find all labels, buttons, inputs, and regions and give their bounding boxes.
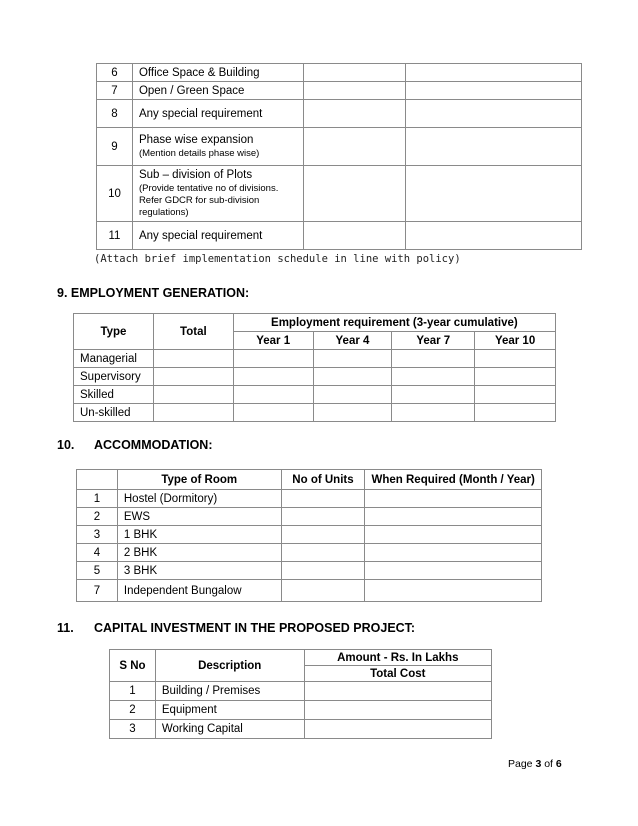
row-number: 2 [110, 701, 156, 720]
empty-cell [153, 350, 233, 368]
accommodation-col-type: Type of Room [117, 470, 281, 490]
empty-cell [303, 64, 406, 82]
empty-cell [365, 562, 542, 580]
empty-cell [392, 350, 475, 368]
site-requirements-table [96, 63, 582, 250]
empty-cell [406, 82, 582, 100]
empty-cell [475, 404, 556, 422]
row-label-cell [132, 222, 303, 250]
empty-cell [281, 508, 365, 526]
empty-cell [365, 508, 542, 526]
row-number: 3 [77, 526, 118, 544]
empty-cell [365, 526, 542, 544]
table-row [97, 222, 582, 250]
row-number: 3 [110, 720, 156, 739]
table-row [97, 82, 582, 100]
empty-cell [313, 368, 392, 386]
employment-col-type: Type [74, 314, 154, 350]
employment-col-year: Year 1 [233, 332, 313, 350]
employment-type: Managerial [74, 350, 154, 368]
table-row [97, 64, 582, 82]
table-row [74, 368, 556, 386]
empty-cell [392, 404, 475, 422]
row-label-cell [132, 100, 303, 128]
empty-cell [406, 100, 582, 128]
empty-cell [233, 386, 313, 404]
table-row [74, 386, 556, 404]
room-type: 1 BHK [117, 526, 281, 544]
empty-cell [313, 404, 392, 422]
empty-cell [233, 350, 313, 368]
empty-cell [313, 386, 392, 404]
row-number: 8 [97, 100, 133, 128]
empty-cell [233, 368, 313, 386]
accommodation-col-no [77, 470, 118, 490]
table-row [110, 682, 492, 701]
row-number: 1 [110, 682, 156, 701]
row-label: Any special requirement [138, 107, 263, 120]
room-type: 2 BHK [117, 544, 281, 562]
empty-cell [303, 222, 406, 250]
accommodation-col-when: When Required (Month / Year) [365, 470, 542, 490]
empty-cell [475, 368, 556, 386]
empty-cell [304, 720, 491, 739]
row-number: 7 [77, 580, 118, 602]
empty-cell [303, 100, 406, 128]
table-row [97, 128, 582, 166]
employment-type: Supervisory [74, 368, 154, 386]
row-number: 6 [97, 64, 133, 82]
table-row [97, 166, 582, 222]
row-label-cell [132, 82, 303, 100]
capital-table [109, 649, 492, 739]
empty-cell [153, 386, 233, 404]
capital-heading: CAPITAL INVESTMENT IN THE PROPOSED PROJECT: [94, 621, 416, 635]
empty-cell [475, 350, 556, 368]
accommodation-heading: ACCOMMODATION: [94, 438, 213, 452]
table-row [77, 508, 542, 526]
empty-cell [304, 682, 491, 701]
row-label: Office Space & Building [138, 66, 260, 79]
empty-cell [406, 64, 582, 82]
empty-cell [365, 490, 542, 508]
room-type: Independent Bungalow [117, 580, 281, 602]
table-row [77, 544, 542, 562]
empty-cell [233, 404, 313, 422]
table-row [110, 701, 492, 720]
implementation-note: (Attach brief implementation schedule in line with policy) [94, 253, 461, 265]
empty-cell [304, 701, 491, 720]
table-row [77, 562, 542, 580]
empty-cell [392, 368, 475, 386]
empty-cell [392, 386, 475, 404]
footer-current-page: 3 [535, 758, 542, 770]
employment-col-year: Year 4 [313, 332, 392, 350]
table-row [77, 490, 542, 508]
row-label: Phase wise expansion [138, 133, 254, 146]
empty-cell [365, 580, 542, 602]
row-number: 2 [77, 508, 118, 526]
capital-description: Working Capital [155, 720, 304, 739]
row-number: 11 [97, 222, 133, 250]
empty-cell [313, 350, 392, 368]
capital-heading-number: 11. [57, 621, 74, 635]
table-row [74, 404, 556, 422]
employment-type: Un-skilled [74, 404, 154, 422]
empty-cell [303, 128, 406, 166]
capital-col-amount: Amount - Rs. In Lakhs [304, 650, 491, 666]
room-type: EWS [117, 508, 281, 526]
table-row [77, 526, 542, 544]
row-label-cell [132, 128, 303, 166]
row-number: 4 [77, 544, 118, 562]
empty-cell [281, 562, 365, 580]
empty-cell [406, 128, 582, 166]
accommodation-heading-number: 10. [57, 438, 75, 452]
employment-type: Skilled [74, 386, 154, 404]
row-label-cell [132, 166, 303, 222]
capital-description: Building / Premises [155, 682, 304, 701]
capital-col-total: Total Cost [304, 666, 491, 682]
footer-mid: of [541, 758, 556, 770]
accommodation-col-units: No of Units [281, 470, 365, 490]
empty-cell [281, 490, 365, 508]
table-row [74, 350, 556, 368]
row-number: 9 [97, 128, 133, 166]
room-type: 3 BHK [117, 562, 281, 580]
capital-description: Equipment [155, 701, 304, 720]
employment-col-total: Total [153, 314, 233, 350]
page-footer [508, 758, 562, 770]
empty-cell [406, 222, 582, 250]
table-row [110, 720, 492, 739]
employment-col-year: Year 10 [475, 332, 556, 350]
row-label: Open / Green Space [138, 84, 245, 97]
row-number: 7 [97, 82, 133, 100]
empty-cell [281, 580, 365, 602]
employment-heading: 9. EMPLOYMENT GENERATION: [57, 286, 250, 300]
empty-cell [303, 82, 406, 100]
employment-col-year: Year 7 [392, 332, 475, 350]
empty-cell [281, 544, 365, 562]
employment-table [73, 313, 556, 422]
table-row [77, 580, 542, 602]
row-label: Any special requirement [138, 229, 263, 242]
empty-cell [303, 166, 406, 222]
table-row [97, 100, 582, 128]
row-label: Sub – division of Plots [138, 168, 253, 181]
room-type: Hostel (Dormitory) [117, 490, 281, 508]
employment-col-group: Employment requirement (3-year cumulative) [233, 314, 555, 332]
row-label-cell [132, 64, 303, 82]
footer-total-pages: 6 [555, 758, 562, 770]
row-number: 5 [77, 562, 118, 580]
empty-cell [153, 368, 233, 386]
row-number: 10 [97, 166, 133, 222]
row-sublabel: (Provide tentative no of divisions. Refer GDCR for sub-division regulations) [138, 182, 279, 218]
row-number: 1 [77, 490, 118, 508]
capital-col-desc: Description [155, 650, 304, 682]
empty-cell [281, 526, 365, 544]
row-sublabel: (Mention details phase wise) [138, 147, 260, 159]
footer-prefix: Page [508, 758, 536, 770]
accommodation-table [76, 469, 542, 602]
empty-cell [153, 404, 233, 422]
empty-cell [365, 544, 542, 562]
empty-cell [475, 386, 556, 404]
capital-col-sno: S No [110, 650, 156, 682]
empty-cell [406, 166, 582, 222]
